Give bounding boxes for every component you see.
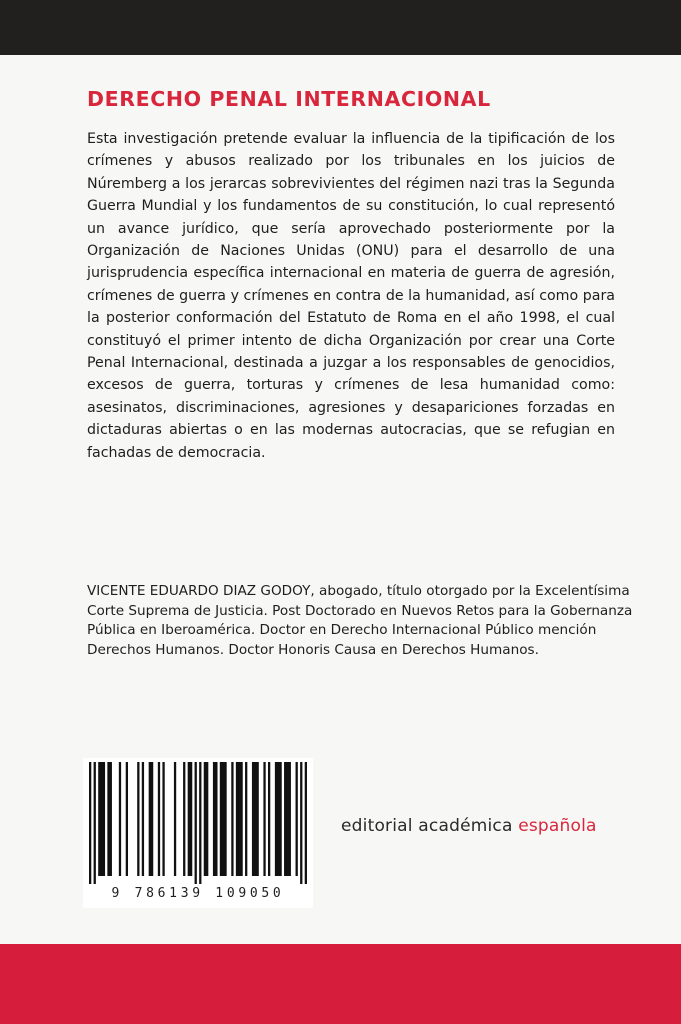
book-synopsis: Esta investigación pretende evaluar la influencia de la tipificación de los crímenes y abusos realizado por los tribunales en los juicios de Núremberg a los jerarcas sobrevivientes del régimen nazi tras la Segunda Guerra Mundial y los fundamentos de su constitución, lo cual representó un avance jurídico, que sería aprovechado posteriormente por la Organización de Naciones Unidas (ONU) para el desarrollo de una jurisprudencia específica internacional en materia de guerra de agresión, crímenes de guerra y crímenes en contra de la humanidad, así como para la posterior conformación del Estatuto de Roma en el año 1998, el cual constituyó el primer intento de dicha Organización por crear una Corte Penal Internacional, destinada a juzgar a los responsables de genocidios, excesos de guerra, torturas y crímenes de lesa humanidad como: asesinatos, discriminaciones, agresiones y desapariciones forzadas en dictaduras abiertas o en las modernas autocracias, que se refugian en fachadas de democracia. [87, 131, 615, 461]
barcode-bar [245, 762, 247, 876]
barcode-guard-bar [94, 762, 96, 884]
barcode-bar [162, 762, 164, 876]
barcode-bar [174, 762, 176, 876]
barcode-guard-bar [89, 762, 91, 884]
publisher-logo [341, 816, 597, 836]
barcode-bar [284, 762, 291, 876]
publisher-name: editorial académica [341, 816, 519, 836]
barcode-bar [275, 762, 282, 876]
barcode-bar [142, 762, 144, 876]
barcode-bar [213, 762, 218, 876]
barcode-guard-bar [195, 762, 197, 884]
barcode-bar [236, 762, 243, 876]
barcode-bar [220, 762, 227, 876]
barcode-bar [204, 762, 209, 876]
isbn-number: 9 786139 109050 [111, 886, 285, 901]
barcode-bar [107, 762, 112, 876]
barcode-guard-bar [305, 762, 307, 884]
barcode-bar [137, 762, 139, 876]
bottom-red-band [0, 944, 681, 1024]
barcode-bar [126, 762, 128, 876]
author-bio: VICENTE EDUARDO DIAZ GODOY, abogado, título otorgado por la Excelentísima Corte Suprema de Justicia. Post Doctorado en Nuevos Retos para la Gobernanza Pública en Iberoamérica. Doctor en Derecho Internacional Público mención Derechos Humanos. Doctor Honoris Causa en Derechos Humanos. [87, 583, 633, 658]
barcode-bar [296, 762, 298, 876]
book-title: DERECHO PENAL INTERNACIONAL [87, 87, 491, 111]
barcode-bar [119, 762, 121, 876]
barcode-bars [89, 762, 307, 884]
barcode-bar [231, 762, 233, 876]
barcode-bar [98, 762, 105, 876]
barcode-guard-bar [300, 762, 302, 884]
barcode-bar [268, 762, 270, 876]
isbn-barcode [83, 758, 313, 908]
barcode-bar [149, 762, 154, 876]
barcode-bar [252, 762, 259, 876]
barcode-bar [158, 762, 160, 876]
barcode-bar [263, 762, 265, 876]
barcode-bar [183, 762, 185, 876]
publisher-name-accent: española [518, 816, 597, 836]
barcode-guard-bar [199, 762, 201, 884]
top-dark-band [0, 0, 681, 55]
barcode-bar [188, 762, 193, 876]
